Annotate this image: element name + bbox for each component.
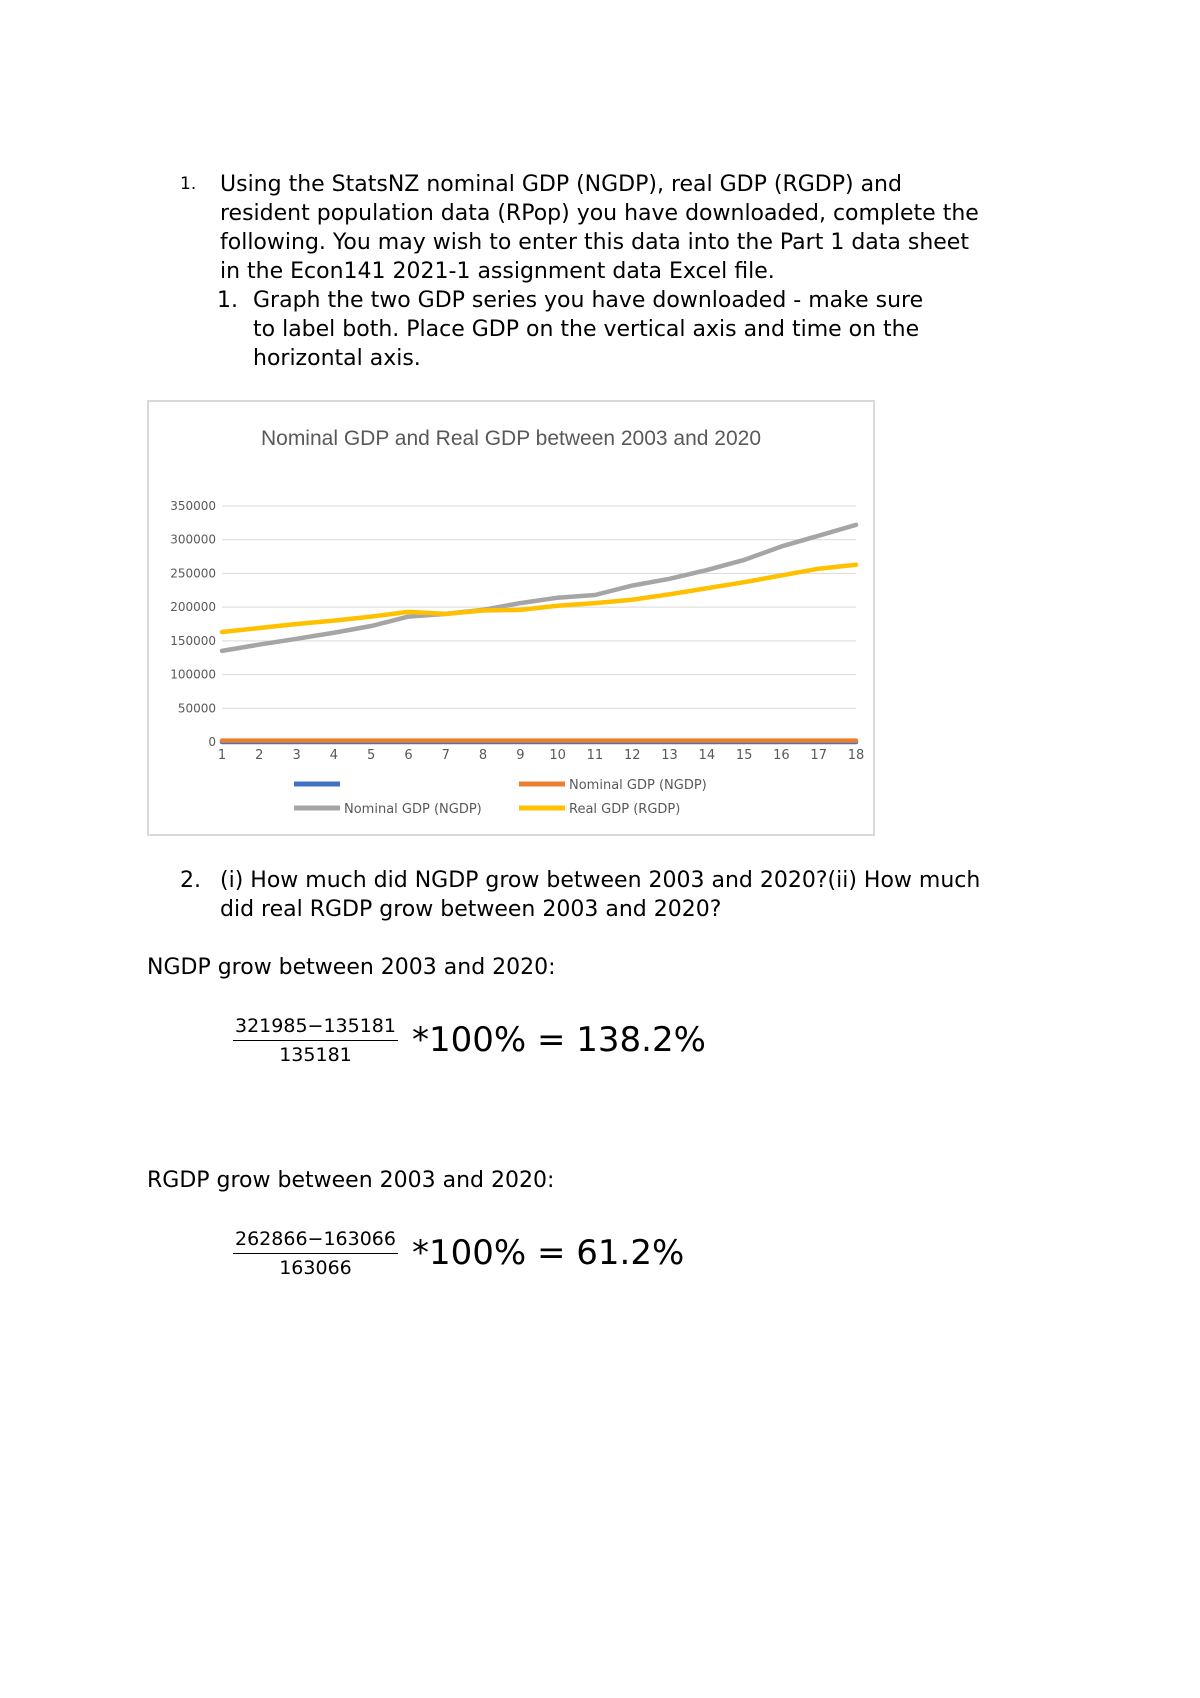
legend (294, 778, 707, 817)
y-tick-label: 100000 (170, 667, 216, 682)
x-tick-label: 8 (478, 748, 488, 763)
y-tick-label: 200000 (170, 600, 216, 615)
x-axis-ticks (218, 748, 864, 763)
x-tick-label: 14 (698, 748, 716, 763)
rgdp-heading: RGDP grow between 2003 and 2020: (147, 1168, 555, 1193)
y-tick-label: 0 (208, 735, 216, 749)
question-2-number: 2. (180, 868, 201, 893)
text-line: to label both. Place GDP on the vertical axis and time on the (253, 317, 920, 342)
text-line: Using the StatsNZ nominal GDP (NGDP), real GDP (RGDP) and (220, 172, 902, 197)
rgdp-fraction (233, 1227, 398, 1280)
ngdp-formula (233, 1010, 706, 1070)
fraction-denominator: 163066 (279, 1256, 352, 1279)
x-tick-label: 4 (329, 748, 339, 763)
question-2 (180, 866, 1080, 924)
x-tick-label: 12 (623, 748, 641, 763)
y-tick-label: 50000 (177, 701, 216, 716)
rgdp-formula (233, 1223, 684, 1283)
formula-result: *100% = 61.2% (411, 1233, 685, 1273)
ngdp-fraction (233, 1014, 398, 1067)
text-line: did real RGDP grow between 2003 and 2020? (220, 897, 722, 922)
question-1-row (180, 170, 1080, 286)
x-tick-label: 10 (549, 748, 566, 763)
y-tick-label: 350000 (170, 499, 216, 513)
x-tick-label: 1 (217, 748, 227, 763)
series-line-2 (222, 525, 856, 651)
legend-label: Real GDP (RGDP) (569, 802, 681, 817)
question-2-row (180, 866, 1080, 924)
x-tick-label: 6 (404, 748, 413, 763)
x-tick-label: 2 (255, 748, 264, 763)
series-lines (222, 525, 856, 742)
x-tick-label: 7 (441, 748, 450, 763)
gdp-chart (147, 400, 875, 836)
x-tick-label: 15 (735, 748, 753, 763)
legend-label: Nominal GDP (NGDP) (344, 802, 482, 817)
fraction-denominator: 135181 (279, 1043, 352, 1066)
legend-label: Nominal GDP (NGDP) (569, 778, 707, 793)
text-line: following. You may wish to enter this data into the Part 1 data sheet (220, 230, 969, 255)
text-line: in the Econ141 2021-1 assignment data Excel file. (220, 259, 775, 284)
x-tick-label: 11 (586, 748, 604, 763)
x-tick-label: 13 (661, 748, 678, 763)
x-tick-label: 18 (847, 748, 865, 763)
question-1-sub (217, 286, 1080, 373)
question-1-number: 1. (180, 174, 197, 194)
text-line: Graph the two GDP series you have downloaded - make sure (253, 288, 924, 313)
x-tick-label: 9 (516, 748, 525, 763)
fraction-numerator: 321985−135181 (233, 1014, 398, 1041)
question-2-text (220, 866, 1080, 924)
y-axis-ticks (170, 499, 216, 749)
fraction-numerator: 262866−163066 (233, 1227, 398, 1254)
chart-canvas (149, 402, 873, 834)
x-tick-label: 16 (773, 748, 790, 763)
text-line: horizontal axis. (253, 346, 421, 371)
question-1-text (220, 170, 1080, 286)
text-line: (i) How much did NGDP grow between 2003 and 2020?(ii) How much (220, 868, 981, 893)
x-tick-label: 17 (810, 748, 827, 763)
x-tick-label: 5 (367, 748, 376, 763)
formula-result: *100% = 138.2% (411, 1020, 706, 1060)
x-tick-label: 3 (292, 748, 301, 763)
text-line: resident population data (RPop) you have downloaded, complete the (220, 201, 979, 226)
sub-question-number: 1. (217, 288, 238, 313)
y-tick-label: 300000 (170, 532, 216, 547)
ngdp-heading: NGDP grow between 2003 and 2020: (147, 955, 556, 980)
chart-title: Nominal GDP and Real GDP between 2003 and 2020 (260, 427, 762, 450)
y-tick-label: 150000 (170, 633, 216, 648)
y-tick-label: 250000 (170, 566, 216, 581)
question-1 (180, 170, 1080, 373)
